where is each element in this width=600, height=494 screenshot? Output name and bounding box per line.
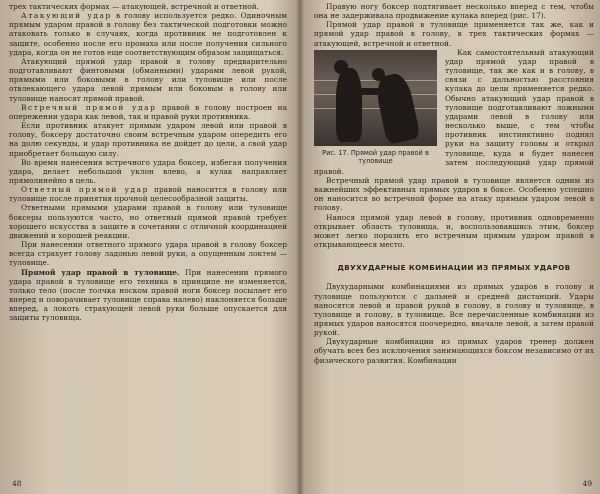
paragraph-text: Двухударные комбинации из прямых ударов тренер должен обучать всех без исключения занимающихся боксом независимо от их физического развития. Комбинации — [314, 337, 594, 365]
paragraph-text: правой наносится в голову или туловище после принятия прочной целесообразной защиты. — [9, 185, 287, 204]
paragraph-text: Прямой удар правой в туловище применяется так же, как и прямой удар правой в голову, в трех тактических формах — атакующей, встречной и ответной. — [314, 20, 594, 48]
paragraph-text: При нанесении ответного прямого удара правой в голову боксер всегда страхует голову ладонью левой руки, а опущенным локтем — туловище. — [9, 240, 287, 268]
page-number-right: 49 — [582, 479, 592, 488]
paragraph-text: трех тактических формах — атакующей, встречной и ответной. — [9, 2, 259, 11]
paragraph-text: Атакующий удар — [21, 11, 112, 21]
paragraph — [9, 121, 287, 158]
paragraph — [9, 2, 287, 11]
paragraph-text: Ответный прямой удар — [21, 185, 150, 195]
paragraph-text: Двухударными комбинациями из прямых ударов в голову и туловище пользуются с дальней и средней дистанций. Удары наносятся левой и правой рукой в голову, в голову и туловище, в туловище и голову, в туловище. Все перечисленные комбинации из прямых ударов наносятся поочередно, вначале левой, а затем правой рукой. — [314, 282, 594, 338]
paragraph-text: Нанося прямой удар левой в голову, противник одновременно открывает область туловища, и, воспользовавшись этим, боксер может легко поразить его встречным прямым ударом правой в открывающееся место. — [314, 212, 594, 250]
paragraph — [9, 185, 287, 203]
paragraph-text: Прямой удар правой в туловище. — [21, 267, 180, 277]
book-fold — [296, 0, 304, 494]
right-page-text — [314, 2, 594, 365]
paragraph-text: Ответными прямыми ударами правой в голову или туловище боксеры пользуются часто, но ответный прямой правой требует хорошего искусства в защите в сочетании с отличной координацией движений и хорошей реакции. — [9, 203, 287, 240]
paragraph-text: Правую ногу боксер подтягивает несколько вперед с тем, чтобы она не задерживала продвижение кулака вперед (рис. 17). — [314, 2, 594, 21]
paragraph — [9, 240, 287, 267]
paragraph-text: Встречный прямой удар правой в туловище является одним из важнейших эффективных прямых ударов в боксе. Особенно успешно он наносится во встречной форме на атаку прямым ударом левой в голову. — [314, 175, 594, 213]
paragraph — [9, 11, 287, 57]
paragraph — [9, 203, 287, 240]
paragraph — [9, 57, 287, 103]
figure-caption: Рис. 17. Прямой удар правой в туловище — [322, 148, 429, 165]
left-page-text — [9, 2, 287, 322]
paragraph-text: правой в голову построен на опережении удара как левой, так и правой руки противника. — [9, 102, 287, 121]
paragraph-text: Если противник атакует прямым ударом левой или правой в голову, боксеру достаточно своим встречным ударом опередить его на долю секунды, и удар противника не дойдет до цели, а свой удар приобретает большую силу. — [9, 121, 287, 158]
paragraph-text: Встречный прямой удар — [21, 102, 157, 112]
paragraph — [314, 2, 594, 20]
paragraph-text: При нанесении прямого удара правой в туловище его техника в принципе не изменяется, только тело (после толчка носком правой ноги боксер посылает его вперед и поворачивает туловище справа налево) наклоняется больше вперед, а локоть страхующей левой руки больше опускается для защиты туловища. — [9, 267, 287, 323]
paragraph — [314, 20, 594, 47]
paragraph — [9, 158, 287, 185]
section-heading: ДВУХУДАРНЫЕ КОМБИНАЦИИ ИЗ ПРЯМЫХ УДАРОВ — [337, 263, 571, 273]
paragraph-text: Во время нанесения встречного удара боксер, избегая получения удара, делает небольшой уклон влево, а кулак направляет прямолинейно в цель. — [9, 157, 287, 185]
paragraph — [314, 176, 594, 213]
paragraph — [314, 337, 594, 364]
boxing-photo — [314, 50, 437, 146]
paragraph — [9, 103, 287, 121]
paragraph-text: Атакующий прямой удар правой в голову предварительно подготавливают финтовыми (обманными) ударами левой рукой, прямыми или боковыми в голову или туловище или после отвлекающего удара левой прямым или боковым в голову или туловище наносят прямой правой. — [9, 56, 287, 103]
right-page — [300, 0, 600, 494]
paragraph — [314, 282, 594, 337]
paragraph — [9, 268, 287, 323]
paragraph-text: Как самостоятельный атакующий удар прямой удар правой в туловище, так же как и в голову, в связи с дальностью расстояния кулака до цели применяется редко. Обычно атакующий удар правой в туловище подготавливают ложными ударами левой в голову или несколько выше, с тем чтобы противник инстинктивно поднял руки на защиту головы и открыл туловище, куда и будет нанесен затем последующий удар прямой правой. — [314, 47, 594, 176]
figure-17 — [314, 50, 437, 165]
paragraph-text: в голову используется редко. Одиночным прямым ударом правой в голову без тактической подготовки можно атаковать только в случаях, когда противник не подготовлен к защите, особенно после его промаха или после получения сильного удара, когда он не готов еще соответствующим образом защищаться. — [9, 11, 287, 57]
paragraph — [314, 213, 594, 250]
page-number-left: 48 — [12, 479, 22, 488]
